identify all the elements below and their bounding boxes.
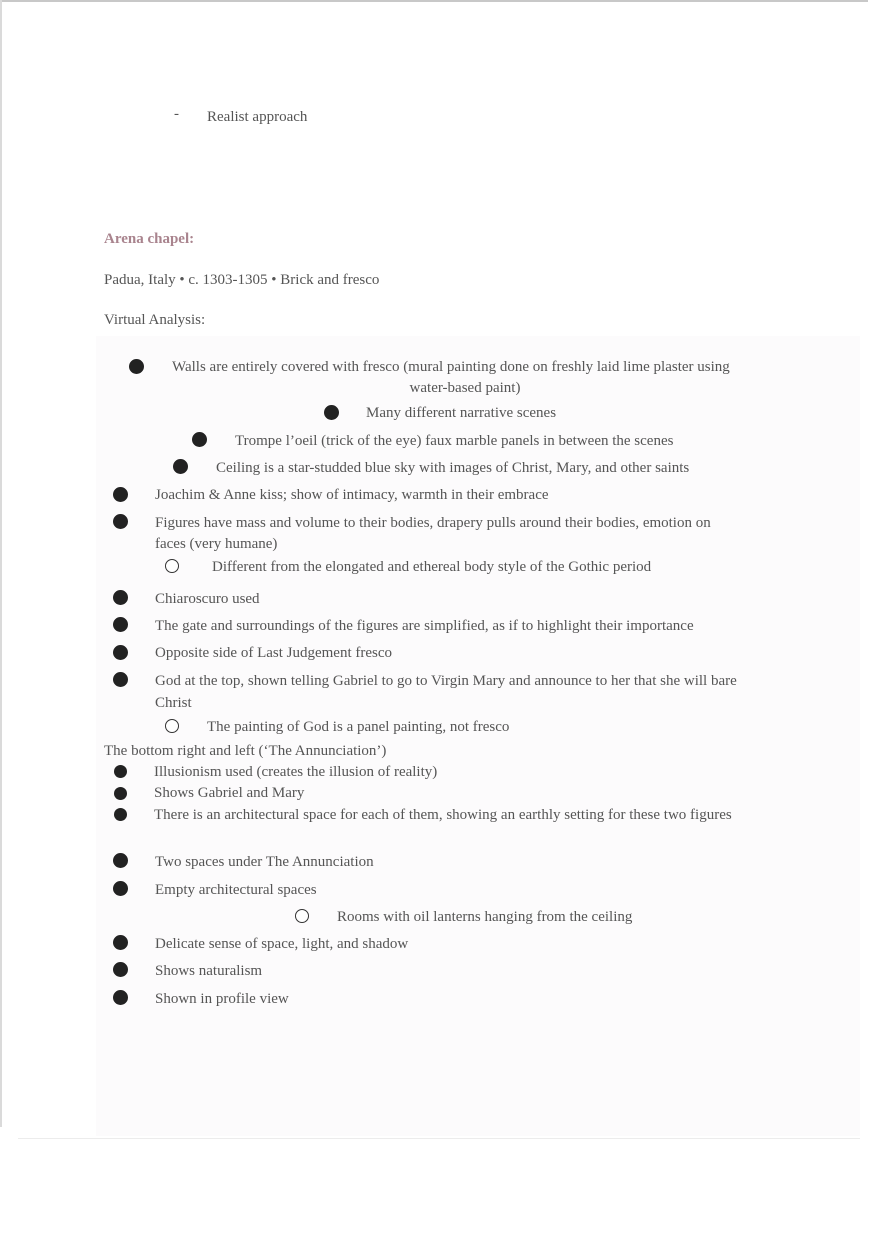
bullet-dot: [113, 514, 128, 529]
bullet-dot: [114, 765, 127, 778]
bullet-dot: [113, 881, 128, 896]
sub-list-item: The painting of God is a panel painting, not fresco: [207, 719, 510, 735]
sub-bullet-ring: [165, 719, 179, 733]
page-top-border: [0, 0, 868, 2]
list-item: Two spaces under The Annunciation: [155, 854, 374, 870]
bullet-dot: [192, 432, 207, 447]
list-item: Joachim & Anne kiss; show of intimacy, warmth in their embrace: [155, 487, 549, 503]
bullet-dot: [113, 935, 128, 950]
list-item: Ceiling is a star-studded blue sky with images of Christ, Mary, and other saints: [216, 460, 690, 476]
sub-list-item: Rooms with oil lanterns hanging from the ceiling: [337, 909, 633, 925]
bullet-dot: [114, 787, 127, 800]
list-item: Illusionism used (creates the illusion of reality): [154, 764, 438, 780]
analysis-label: Virtual Analysis:: [104, 312, 206, 328]
list-item: Walls are entirely covered with fresco (mural painting done on freshly laid lime plaster using: [172, 359, 730, 375]
dash-marker: -: [174, 106, 179, 122]
bullet-dot: [113, 645, 128, 660]
bullet-dot: [113, 853, 128, 868]
intro-text: Realist approach: [207, 109, 308, 125]
bullet-dot: [113, 962, 128, 977]
list-item: There is an architectural space for each of them, showing an earthly setting for these two figures: [154, 807, 732, 823]
bullet-dot: [173, 459, 188, 474]
bullet-dot: [114, 808, 127, 821]
bullet-dot: [113, 590, 128, 605]
list-item: The gate and surroundings of the figures are simplified, as if to highlight their importance: [155, 618, 694, 634]
list-item: Empty architectural spaces: [155, 882, 317, 898]
sub-bullet-ring: [165, 559, 179, 573]
page-left-border: [0, 0, 2, 1127]
list-item: Chiaroscuro used: [155, 591, 260, 607]
bullet-dot: [113, 672, 128, 687]
list-item-continued: faces (very humane): [155, 536, 278, 552]
sub-list-item: Different from the elongated and ethereal body style of the Gothic period: [212, 559, 652, 575]
list-item: Trompe l’oeil (trick of the eye) faux marble panels in between the scenes: [235, 433, 674, 449]
sub-bullet-ring: [295, 909, 309, 923]
bullet-dot: [113, 487, 128, 502]
bullet-dot: [113, 990, 128, 1005]
section-details: Padua, Italy • c. 1303-1305 • Brick and fresco: [104, 272, 380, 288]
list-item: Figures have mass and volume to their bodies, drapery pulls around their bodies, emotion on: [155, 515, 711, 531]
list-item-continued: water-based paint): [409, 380, 521, 396]
section-title: Arena chapel:: [104, 231, 195, 247]
list-item: Delicate sense of space, light, and shadow: [155, 936, 409, 952]
list-item: God at the top, shown telling Gabriel to go to Virgin Mary and announce to her that she will bare: [155, 673, 737, 689]
list-item: Shown in profile view: [155, 991, 289, 1007]
list-item: Many different narrative scenes: [366, 405, 557, 421]
bullet-dot: [324, 405, 339, 420]
list-item: Opposite side of Last Judgement fresco: [155, 645, 393, 661]
bullet-dot: [129, 359, 144, 374]
annunciation-heading: The bottom right and left (‘The Annunciation’): [104, 743, 387, 759]
list-item: Shows naturalism: [155, 963, 263, 979]
bullet-dot: [113, 617, 128, 632]
list-item-continued: Christ: [155, 695, 192, 711]
page-bottom-border: [18, 1138, 860, 1139]
list-item: Shows Gabriel and Mary: [154, 785, 305, 801]
